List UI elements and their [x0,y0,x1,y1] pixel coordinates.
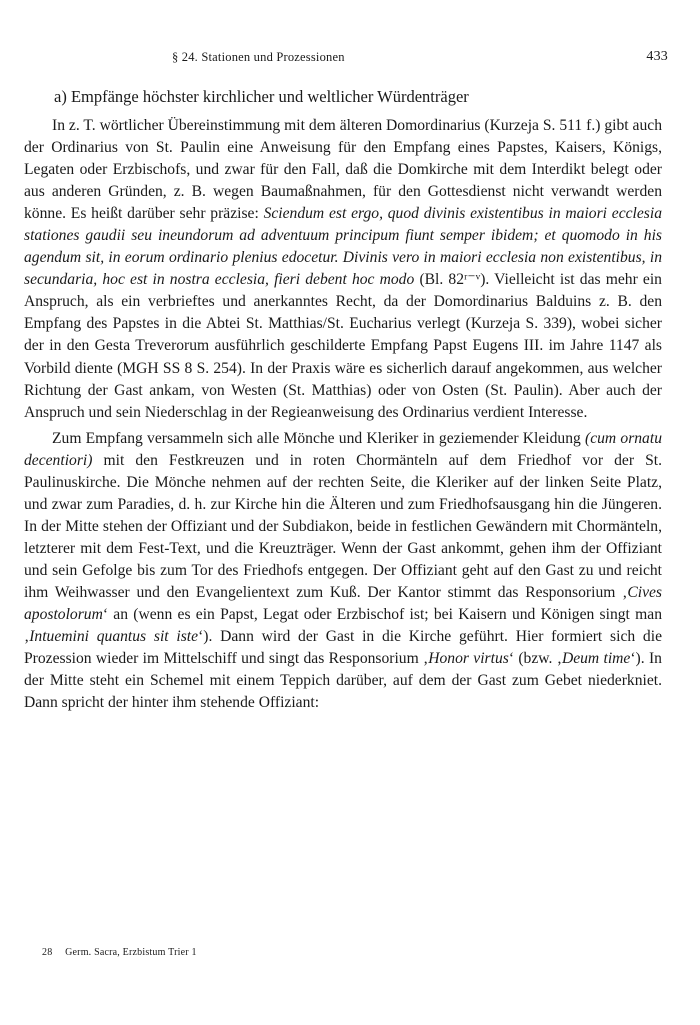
section-heading: a) Empfänge höchster kirchlicher und weltlicher Würdenträger [54,87,469,106]
latin-quote: (cum ornatu decentiori) [24,429,662,469]
signature-line [42,947,197,958]
latin-quote: Honor virtus [428,650,509,668]
paragraph-2 [24,428,662,715]
body-text [24,115,662,714]
text-run: ‘ an (wenn es ein Papst, Legat oder Erzbischof ist; bei Kaisern und Königen singt man ‚ [24,606,662,646]
text-run: ‘). In der Mitte steht ein Schemel mit einem Teppich darüber, auf dem der Gast zum Gebet niederkniet. Dann spricht der hinter ihm stehende Offiziant: [24,650,662,712]
text-run: mit den Festkreuzen und in roten Chormänteln auf dem Friedhof vor der St. Paulinuskirche. Die Mönche nehmen auf der rechten Seite, die Kleriker auf der linken Seite Platz, und zwar zum Paradies, d. h. zur Kirche hin die Älteren und zum Friedhofsausgang hin die Jüngeren. In der Mitte stehen der Offiziant und der Subdiakon, beide in festlichen Gewändern mit Chormänteln, letzterer mit dem Fest-Text, und die Kreuzträger. Wenn der Gast ankommt, gehen ihm der Offiziant und sein Gefolge bis zum Tor des Friedhofs entgegen. Der Offiziant geht auf den Gast zu und reicht ihm Weihwasser und den Evangelientext zum Kuß. Der Kantor stimmt das Responsorium ‚ [24,451,662,601]
latin-quote: Cives apostolorum [24,583,662,624]
text-run: ‘). Dann wird der Gast in die Kirche geführt. Hier formiert sich die Prozession wieder im Mittelschiff und singt das Responsorium ‚ [24,628,662,668]
signature-number: 28 [42,947,53,958]
text-run: ‘ (bzw. ‚ [508,650,562,668]
paragraph-1 [24,115,662,424]
text-run: Zum Empfang versammeln sich alle Mönche und Kleriker in geziemender Kleidung [52,429,586,447]
text-run: (Bl. 82ʳ⁻ᵛ). Vielleicht ist das mehr ein Anspruch, als ein verbrieftes und anerkanntes Recht, da der Domordinarius Balduins z. B. den Empfang des Papstes in die Abtei St. Matthias/St. Eucharius verlegt (Kurzeja S. 339), wobei sicher der in den Gesta Treverorum ausführlich geschilderte Empfang Papst Eugens III. im Jahre 1147 als Vorbild diente (MGH SS 8 S. 254). In der Praxis wäre es sicherlich darauf angekommen, aus welcher Richtung der Gast ankam, von Westen (St. Matthias) oder von Osten (St. Paulin). Aber auch der Anspruch und sein Niederschlag in der Regieanweisung des Ordinarius verdient Interesse. [24,271,662,421]
latin-quote: Deum time [561,650,631,668]
running-title: § 24. Stationen und Prozessionen [172,50,345,64]
running-header [24,50,676,70]
text-run: In z. T. wörtlicher Übereinstimmung mit dem älteren Domordinarius (Kurzeja S. 511 f.) gibt auch der Ordinarius von St. Paulin eine Anweisung für den Empfang eines Papstes, Kaisers, Königs, Legaten oder Erzbischofs, und zwar für den Fall, daß die Domkirche mit dem Interdikt belegt oder aus anderen Gründen, z. B. wegen Baumaßnahmen, für den Gottesdienst nicht verwandt werden könne. Es heißt darüber sehr präzise: [24,117,662,223]
latin-quote: Sciendum est ergo, quod divinis existentibus in maiori ecclesia stationes gaudii seu ineundorum ad adventuum principum fiunt semper ibidem; et quomodo in his agendum sit, in eorum ordinario plenius edocetur. Divinis vero in maiori ecclesia non existentibus, in secundaria, hoc est in nostra ecclesia, fieri debent hoc modo [24,205,662,289]
latin-quote: Intuemini quantus sit iste [29,628,199,646]
signature-text: Germ. Sacra, Erzbistum Trier 1 [65,947,197,958]
page-number: 433 [646,49,668,64]
